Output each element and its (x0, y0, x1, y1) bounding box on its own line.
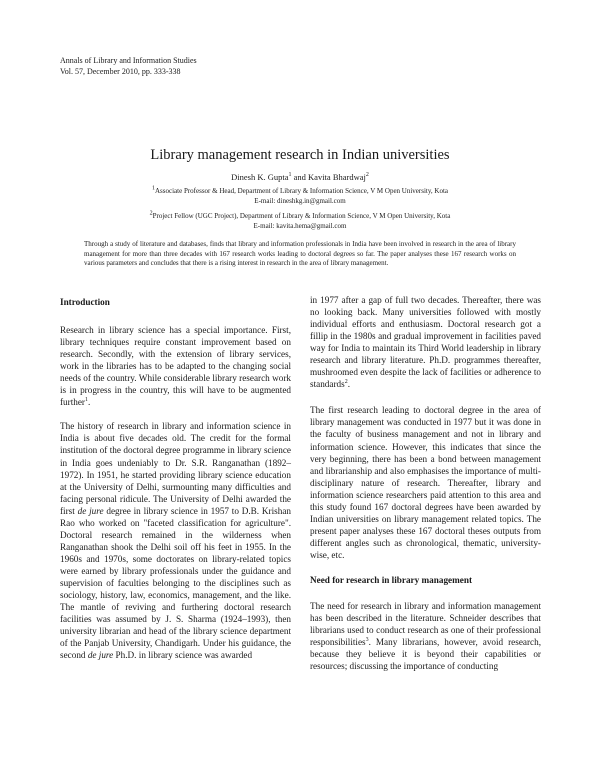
introduction-heading: Introduction (60, 297, 110, 307)
affiliation-1 (0, 186, 600, 206)
journal-issue: Vol. 57, December 2010, pp. 333-338 (60, 67, 181, 76)
affiliation-2-email: E-mail: kavita.hema@gmail.com (253, 222, 347, 230)
paragraph-1: Research in library science has a special importance. First, library techniques require constant improvement based on research. Secondly, with the extension of library services, work in the libraries has to be adapted to the changing social needs of the country. While considerable library research work is in progress in the country, this will have to be augmented further$^1$. (60, 325, 291, 408)
affiliation-2-mark: 2 (149, 210, 153, 217)
paragraph-3: in 1977 after a gap of full two decades. Thereafter, there was no looking back. Many universities followed with mostly individual efforts and enthusiasm. Doctoral research got a fillip in the 1980s and gradual improvement in facilities paved way for India to maintain its Third World leadership in library research and library literature. Ph.D. programmes thereafter, mushroomed even despite the lack of facilities or adherence to standards$^2$. (310, 295, 541, 390)
affiliation-2 (0, 211, 600, 231)
need-heading: Need for research in library management (310, 574, 473, 585)
author-1: Dinesh K. Gupta (231, 172, 289, 182)
author-2: Kavita Bhardwaj (308, 172, 366, 182)
footnote-ref-3: 3 (365, 637, 369, 644)
author-2-mark: 2 (365, 172, 369, 179)
author-line (0, 172, 600, 182)
footnote-ref-2: 2 (344, 379, 348, 386)
paragraph-2: The history of research in library and information science in India is about five decades old. The credit for the formal institution of the doctoral degree programme in library science in India goes undeniably to Dr. S.R. Ranganathan (1892–1972). In 1951, he started providing library science education at the University of Delhi, surmounting many difficulties and facing personal ridicule. The University of Delhi awarded the first de jure degree in library science in 1957 to D.B. Krishan Rao who worked on "faceted classification for agriculture". Doctoral research remained in the wilderness when Ranganathan shook the Delhi soil off his feet in 1955. In the 1960s and 1970s, some doctorates on library-related topics were earned by library professionals under the guidance and supervision of faculties belonging to the disciplines such as sociology, history, law, economics, management, and the like. The mantle of reviving and furthering doctoral research facilities was assumed by J. S. Sharma (1924–1993), then university librarian and head of the library science department of the Panjab University, Chandigarh. Under his guidance, the second de jure Ph.D. in library science was awarded (60, 421, 291, 661)
footnote-ref-1: 1 (85, 397, 88, 404)
right-column (310, 294, 541, 672)
author-1-mark: 1 (288, 172, 292, 179)
journal-name: Annals of Library and Information Studies (60, 56, 197, 65)
affiliation-1-text: Associate Professor & Head, Department of Library & Information Science, V M Open University, Kota (154, 187, 449, 195)
left-column (60, 296, 291, 661)
paragraph-4: The first research leading to doctoral degree in the area of library management was conducted in 1977 but it was done in the faculty of business management and not in library and information science. However, this indicates that since the very beginning, there has been a bond between management and librarianship and also emphasises the importance of multi-disciplinary nature of research. Thereafter, library and information science researchers paid attention to this area and this study found 167 doctoral degrees have been awarded by Indian universities on library management related topics. The present paper analyses these 167 doctoral theses outputs from different angles such as chronological, thematic, university-wise, etc. (310, 405, 541, 560)
paragraph-5: The need for research in library and information management has been described in the literature. Schneider describes that librarians used to conduct research as one of their professional responsibilities$^3$. Many librarians, however, avoid research, because they believe it is beyond their capabilities or resources; discussing the importance of conducting (310, 601, 541, 672)
journal-header (60, 55, 197, 77)
affiliation-2-text: Project Fellow (UGC Project), Department of Library & Information Science, V M Open University, Kota (152, 212, 451, 220)
abstract: Through a study of literature and databases, finds that library and information professionals in India have been involved in research in the area of library management for more than three decades with 167 research works leading to doctoral degrees so far. The paper analyses these 167 research works on various parameters and concludes that there is a rising interest in research in the area of library management. (84, 240, 516, 267)
author-conjunction: and (291, 172, 309, 182)
affiliation-1-email: E-mail: dineshkg.in@gmail.com (254, 197, 346, 205)
affiliation-1-mark: 1 (151, 185, 155, 192)
paper-title: Library management research in Indian universities (150, 147, 450, 163)
